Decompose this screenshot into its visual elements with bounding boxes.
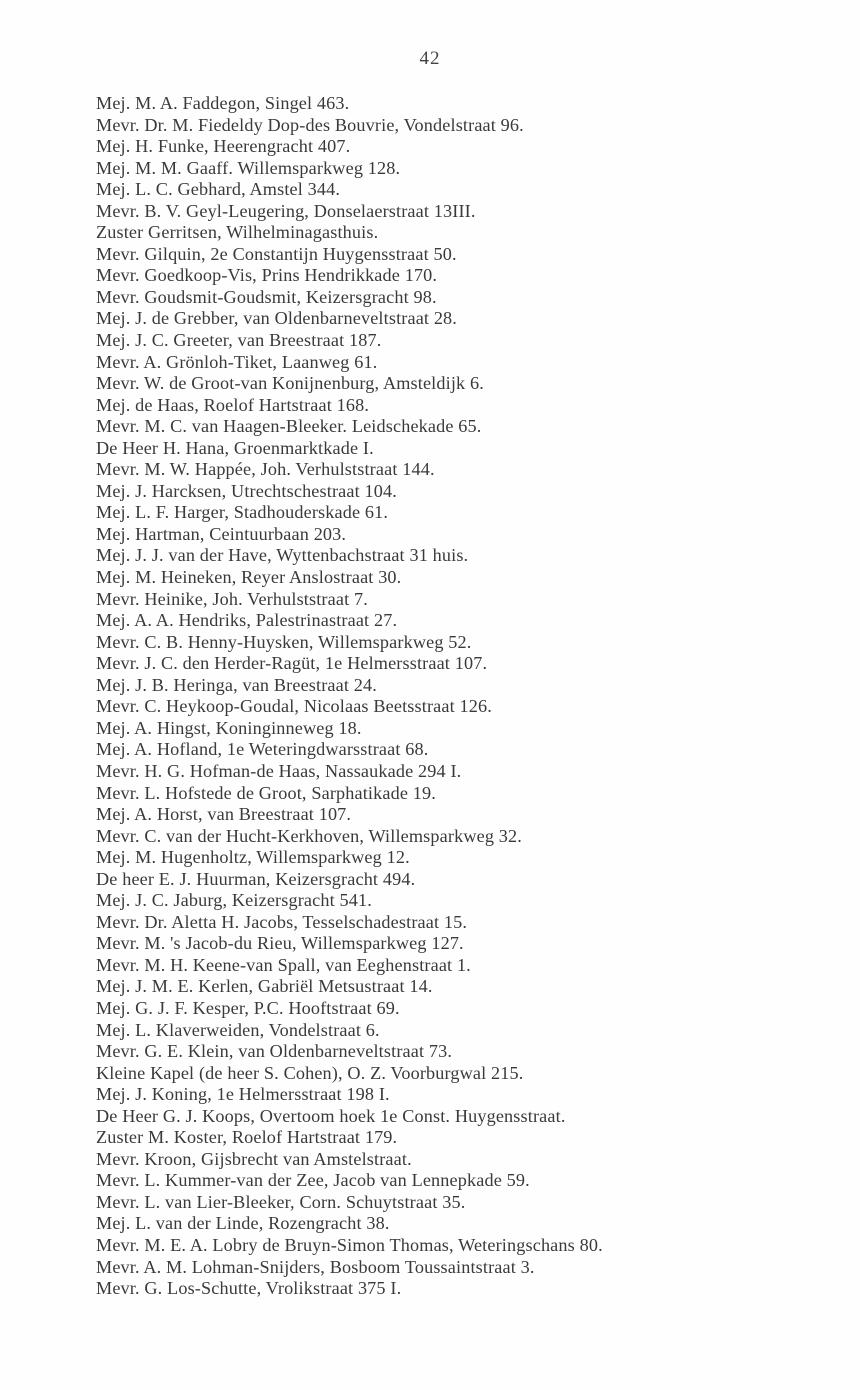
address-entry: Mej. A. A. Hendriks, Palestrinastraat 27.	[96, 610, 398, 631]
address-entry: Mevr. M. E. A. Lobry de Bruyn-Simon Thomas, Weteringschans 80.	[96, 1234, 603, 1255]
address-entry: Mej. M. M. Gaaff. Willemsparkweg 128.	[96, 157, 401, 178]
address-entry: Mej. M. Hugenholtz, Willemsparkweg 12.	[96, 847, 410, 868]
address-entry: De Heer G. J. Koops, Overtoom hoek 1e Const. Huygensstraat.	[96, 1105, 566, 1126]
address-entry: Zuster Gerritsen, Wilhelminagasthuis.	[96, 222, 379, 243]
address-entry: Mevr. M. C. van Haagen-Bleeker. Leidschekade 65.	[96, 416, 482, 437]
address-entry: Kleine Kapel (de heer S. Cohen), O. Z. Voorburgwal 215.	[96, 1062, 524, 1083]
address-entry: Mej. J. Harcksen, Utrechtschestraat 104.	[96, 480, 397, 501]
address-entry: Mej. J. C. Jaburg, Keizersgracht 541.	[96, 890, 372, 911]
address-entry: Mej. G. J. F. Kesper, P.C. Hooftstraat 69.	[96, 997, 400, 1018]
address-entry: Mevr. M. 's Jacob-du Rieu, Willemsparkweg 127.	[96, 933, 464, 954]
address-entry: Mej. A. Hingst, Koninginneweg 18.	[96, 717, 362, 738]
address-entry: Mevr. B. V. Geyl-Leugering, Donselaerstraat 13III.	[96, 200, 476, 221]
address-entry: Mej. J. B. Heringa, van Breestraat 24.	[96, 674, 377, 695]
address-entry: Mevr. L. Hofstede de Groot, Sarphatikade 19.	[96, 782, 436, 803]
address-entry: Mevr. C. Heykoop-Goudal, Nicolaas Beetsstraat 126.	[96, 696, 492, 717]
address-entry: Mevr. L. Kummer-van der Zee, Jacob van Lennepkade 59.	[96, 1170, 530, 1191]
address-entry: Mevr. L. van Lier-Bleeker, Corn. Schuytstraat 35.	[96, 1191, 466, 1212]
address-entry: Mevr. Gilquin, 2e Constantijn Huygensstraat 50.	[96, 243, 457, 264]
address-entry: Mevr. A. M. Lohman-Snijders, Bosboom Toussaintstraat 3.	[96, 1256, 535, 1277]
address-entry: Mej. J. M. E. Kerlen, Gabriël Metsustraat 14.	[96, 976, 433, 997]
address-entry: Mevr. M. H. Keene-van Spall, van Eeghenstraat 1.	[96, 954, 471, 975]
address-entry: Mevr. H. G. Hofman-de Haas, Nassaukade 294 I.	[96, 760, 462, 781]
address-entry: Mej. de Haas, Roelof Hartstraat 168.	[96, 394, 370, 415]
address-entry: Mej. M. Heineken, Reyer Anslostraat 30.	[96, 567, 402, 588]
address-entry: Mej. L. van der Linde, Rozengracht 38.	[96, 1213, 390, 1234]
address-entry: Mevr. C. van der Hucht-Kerkhoven, Willemsparkweg 32.	[96, 825, 522, 846]
address-entry: Mevr. G. Los-Schutte, Vrolikstraat 375 I.	[96, 1278, 402, 1299]
address-entry: Mej. Hartman, Ceintuurbaan 203.	[96, 523, 347, 544]
address-entry: Mevr. Heinike, Joh. Verhulststraat 7.	[96, 588, 368, 609]
address-entry: Mej. M. A. Faddegon, Singel 463.	[96, 93, 350, 113]
address-entry: Mej. J. Koning, 1e Helmersstraat 198 I.	[96, 1084, 390, 1105]
address-entry: Mevr. Kroon, Gijsbrecht van Amstelstraat.	[96, 1148, 412, 1169]
address-list	[96, 93, 816, 1300]
address-entry: Mevr. C. B. Henny-Huysken, Willemsparkweg 52.	[96, 631, 472, 652]
address-entry: Mevr. Goudsmit-Goudsmit, Keizersgracht 98.	[96, 286, 437, 307]
address-entry: Mej. J. J. van der Have, Wyttenbachstraat 31 huis.	[96, 545, 469, 566]
address-entry: Mej. A. Horst, van Breestraat 107.	[96, 804, 352, 825]
address-entry: De heer E. J. Huurman, Keizersgracht 494.	[96, 868, 416, 889]
address-entry: Mej. H. Funke, Heerengracht 407.	[96, 136, 351, 157]
address-entry: Mevr. G. E. Klein, van Oldenbarneveltstraat 73.	[96, 1041, 453, 1062]
address-entry: Mej. L. F. Harger, Stadhouderskade 61.	[96, 502, 389, 523]
address-entry: Mej. A. Hofland, 1e Weteringdwarsstraat 68.	[96, 739, 429, 760]
address-entry: Mevr. M. W. Happée, Joh. Verhulststraat 144.	[96, 459, 435, 480]
address-entry: Mevr. J. C. den Herder-Ragüt, 1e Helmersstraat 107.	[96, 653, 488, 674]
address-entry: Mevr. Goedkoop-Vis, Prins Hendrikkade 170.	[96, 265, 438, 286]
page-number: 42	[419, 48, 441, 69]
address-entry: Mevr. Dr. M. Fiedeldy Dop-des Bouvrie, Vondelstraat 96.	[96, 114, 524, 135]
address-entry: Mevr. W. de Groot-van Konijnenburg, Amsteldijk 6.	[96, 373, 484, 394]
address-entry: Mej. L. C. Gebhard, Amstel 344.	[96, 179, 341, 200]
address-entry: Zuster M. Koster, Roelof Hartstraat 179.	[96, 1127, 398, 1148]
address-entry: De Heer H. Hana, Groenmarktkade I.	[96, 437, 374, 458]
address-entry: Mevr. Dr. Aletta H. Jacobs, Tesselschadestraat 15.	[96, 911, 468, 932]
address-entry: Mej. J. C. Greeter, van Breestraat 187.	[96, 330, 382, 351]
address-entry: Mej. L. Klaverweiden, Vondelstraat 6.	[96, 1019, 380, 1040]
address-entry: Mevr. A. Grönloh-Tiket, Laanweg 61.	[96, 351, 378, 372]
address-entry: Mej. J. de Grebber, van Oldenbarneveltstraat 28.	[96, 308, 458, 329]
